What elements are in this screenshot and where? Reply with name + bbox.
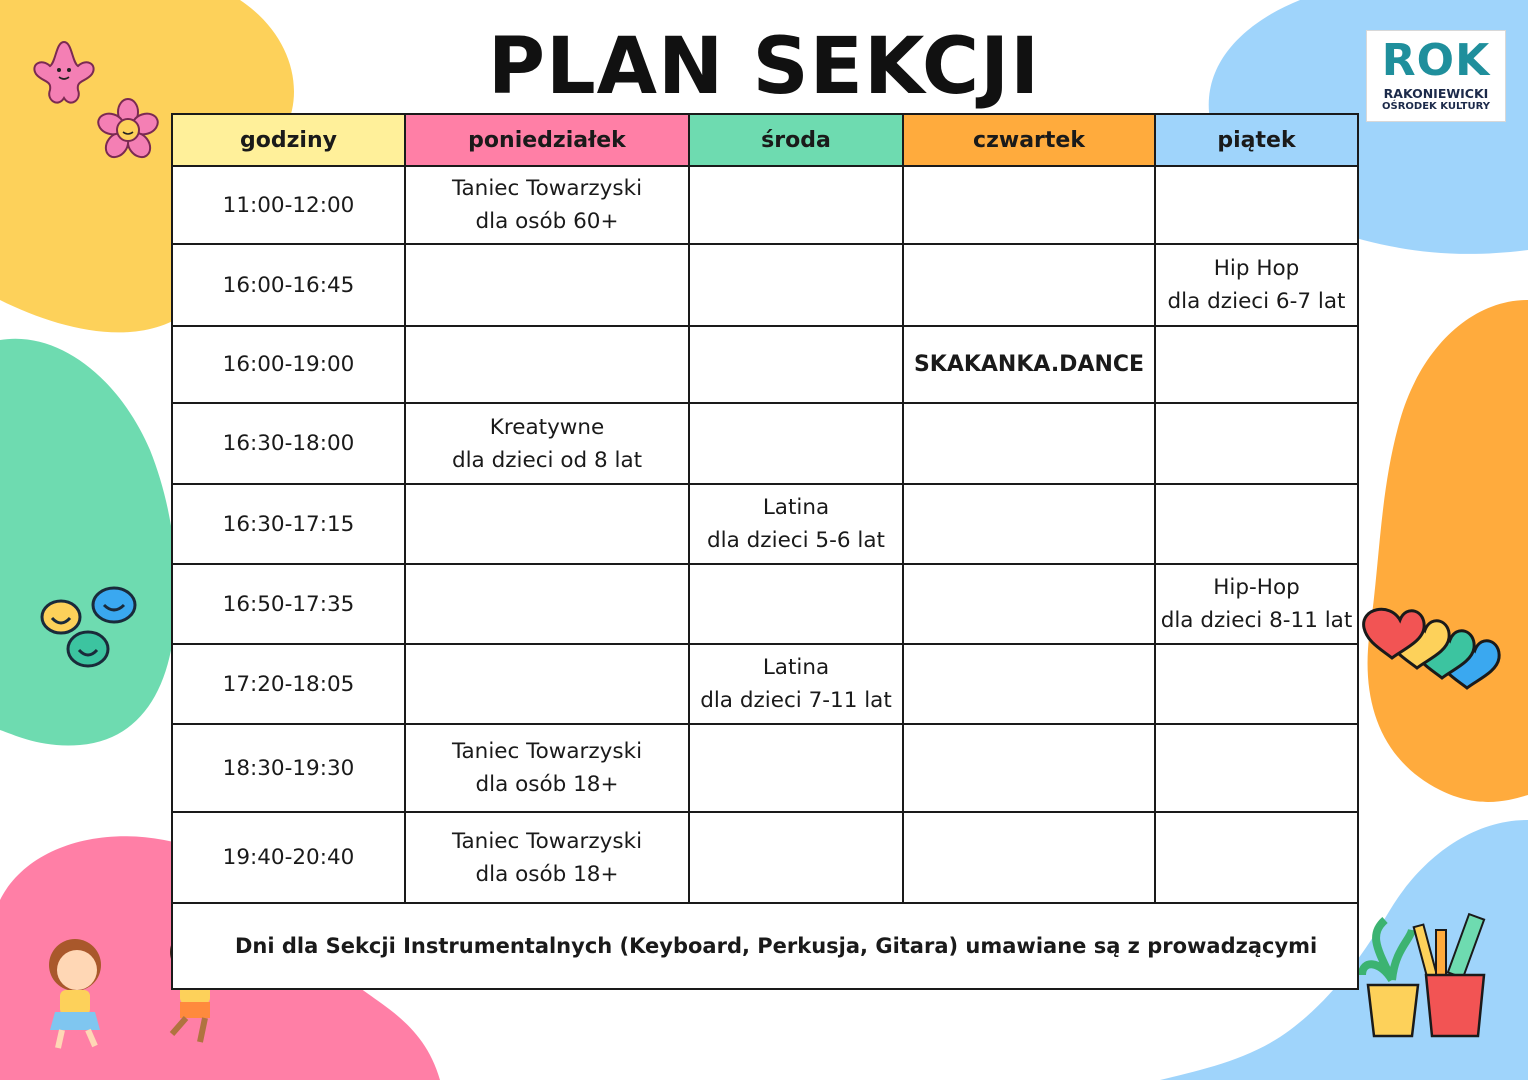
logo-line2: OŚRODEK KULTURY (1381, 101, 1490, 112)
header-godziny: godziny (172, 114, 405, 166)
cell-sroda (689, 644, 903, 724)
footer-cell (172, 903, 1358, 989)
cell-sroda (689, 326, 903, 403)
cell-czwartek (903, 244, 1155, 326)
activity-line: Hip-Hop (1213, 575, 1300, 600)
cell-piatek (1155, 244, 1358, 326)
cell-poniedzialek (405, 812, 689, 903)
activity-line: dla dzieci od 8 lat (451, 447, 643, 473)
cell-sroda (689, 812, 903, 903)
activity-line: dla osób 18+ (475, 861, 619, 887)
activity-line: Kreatywne (489, 414, 605, 440)
cell-poniedzialek (405, 564, 689, 644)
activity-line: SKAKANKA.DANCE (913, 352, 1145, 377)
cell-poniedzialek (405, 484, 689, 564)
cell-czwartek (903, 484, 1155, 564)
activity-line: dla dzieci 7-11 lat (700, 688, 892, 713)
cell-poniedzialek (405, 644, 689, 724)
orange-blob (1368, 300, 1528, 802)
table-row (172, 166, 1358, 244)
cell-czwartek (903, 326, 1155, 403)
activity-line: dla osób 60+ (475, 209, 619, 234)
time-cell: 17:20-18:05 (172, 644, 405, 724)
cell-sroda (689, 244, 903, 326)
logo-main: ROK (1381, 35, 1491, 86)
header-piatek: piątek (1155, 114, 1358, 166)
cell-piatek (1155, 724, 1358, 812)
table-row (172, 564, 1358, 644)
green-blob (0, 339, 176, 746)
cell-czwartek (903, 724, 1155, 812)
header-row (172, 114, 1358, 166)
table-row (172, 644, 1358, 724)
cell-czwartek (903, 166, 1155, 244)
activity-line: Latina (762, 655, 830, 680)
time-cell: 18:30-19:30 (172, 724, 405, 812)
cell-czwartek (903, 564, 1155, 644)
time-cell: 16:50-17:35 (172, 564, 405, 644)
cell-czwartek (903, 403, 1155, 484)
schedule-table (171, 113, 1359, 990)
cell-poniedzialek (405, 403, 689, 484)
schedule-body (172, 166, 1358, 903)
cell-poniedzialek (405, 244, 689, 326)
activity-line: Latina (762, 495, 830, 520)
footer-row (172, 903, 1358, 989)
cell-piatek (1155, 403, 1358, 484)
page-title: PLAN SEKCJI (487, 22, 1041, 112)
activity-line: Taniec Towarzyski (451, 739, 643, 764)
table-row (172, 326, 1358, 403)
table-row (172, 403, 1358, 484)
table-row (172, 724, 1358, 812)
cell-piatek (1155, 326, 1358, 403)
table-row (172, 244, 1358, 326)
activity-line: Taniec Towarzyski (451, 828, 643, 854)
rok-logo (1366, 30, 1506, 122)
activity-line: dla dzieci 5-6 lat (707, 528, 885, 553)
cell-piatek (1155, 644, 1358, 724)
activity-line: dla osób 18+ (475, 772, 619, 797)
time-cell: 16:30-18:00 (172, 403, 405, 484)
cell-sroda (689, 403, 903, 484)
table-row (172, 484, 1358, 564)
header-czwartek: czwartek (903, 114, 1155, 166)
cell-poniedzialek (405, 724, 689, 812)
cell-sroda (689, 484, 903, 564)
time-cell: 16:00-19:00 (172, 326, 405, 403)
activity-line: Hip Hop (1213, 256, 1300, 281)
cell-piatek (1155, 484, 1358, 564)
cell-poniedzialek (405, 326, 689, 403)
time-cell: 11:00-12:00 (172, 166, 405, 244)
time-cell: 16:00-16:45 (172, 244, 405, 326)
footer-note: Dni dla Sekcji Instrumentalnych (Keyboard, Perkusja, Gitara) umawiane są z prowadzącymi (235, 933, 1318, 958)
time-cell: 16:30-17:15 (172, 484, 405, 564)
table-row (172, 812, 1358, 903)
cell-piatek (1155, 812, 1358, 903)
cell-czwartek (903, 644, 1155, 724)
activity-line: dla dzieci 8-11 lat (1160, 608, 1353, 633)
cell-sroda (689, 564, 903, 644)
cell-czwartek (903, 812, 1155, 903)
time-cell: 19:40-20:40 (172, 812, 405, 903)
activity-line: dla dzieci 6-7 lat (1167, 289, 1346, 314)
cell-piatek (1155, 564, 1358, 644)
header-poniedzialek: poniedziałek (405, 114, 689, 166)
cell-sroda (689, 724, 903, 812)
header-sroda: środa (689, 114, 903, 166)
logo-line1: RAKONIEWICKI (1383, 86, 1489, 101)
activity-line: Taniec Towarzyski (451, 176, 643, 201)
cell-sroda (689, 166, 903, 244)
cell-poniedzialek (405, 166, 689, 244)
cell-piatek (1155, 166, 1358, 244)
